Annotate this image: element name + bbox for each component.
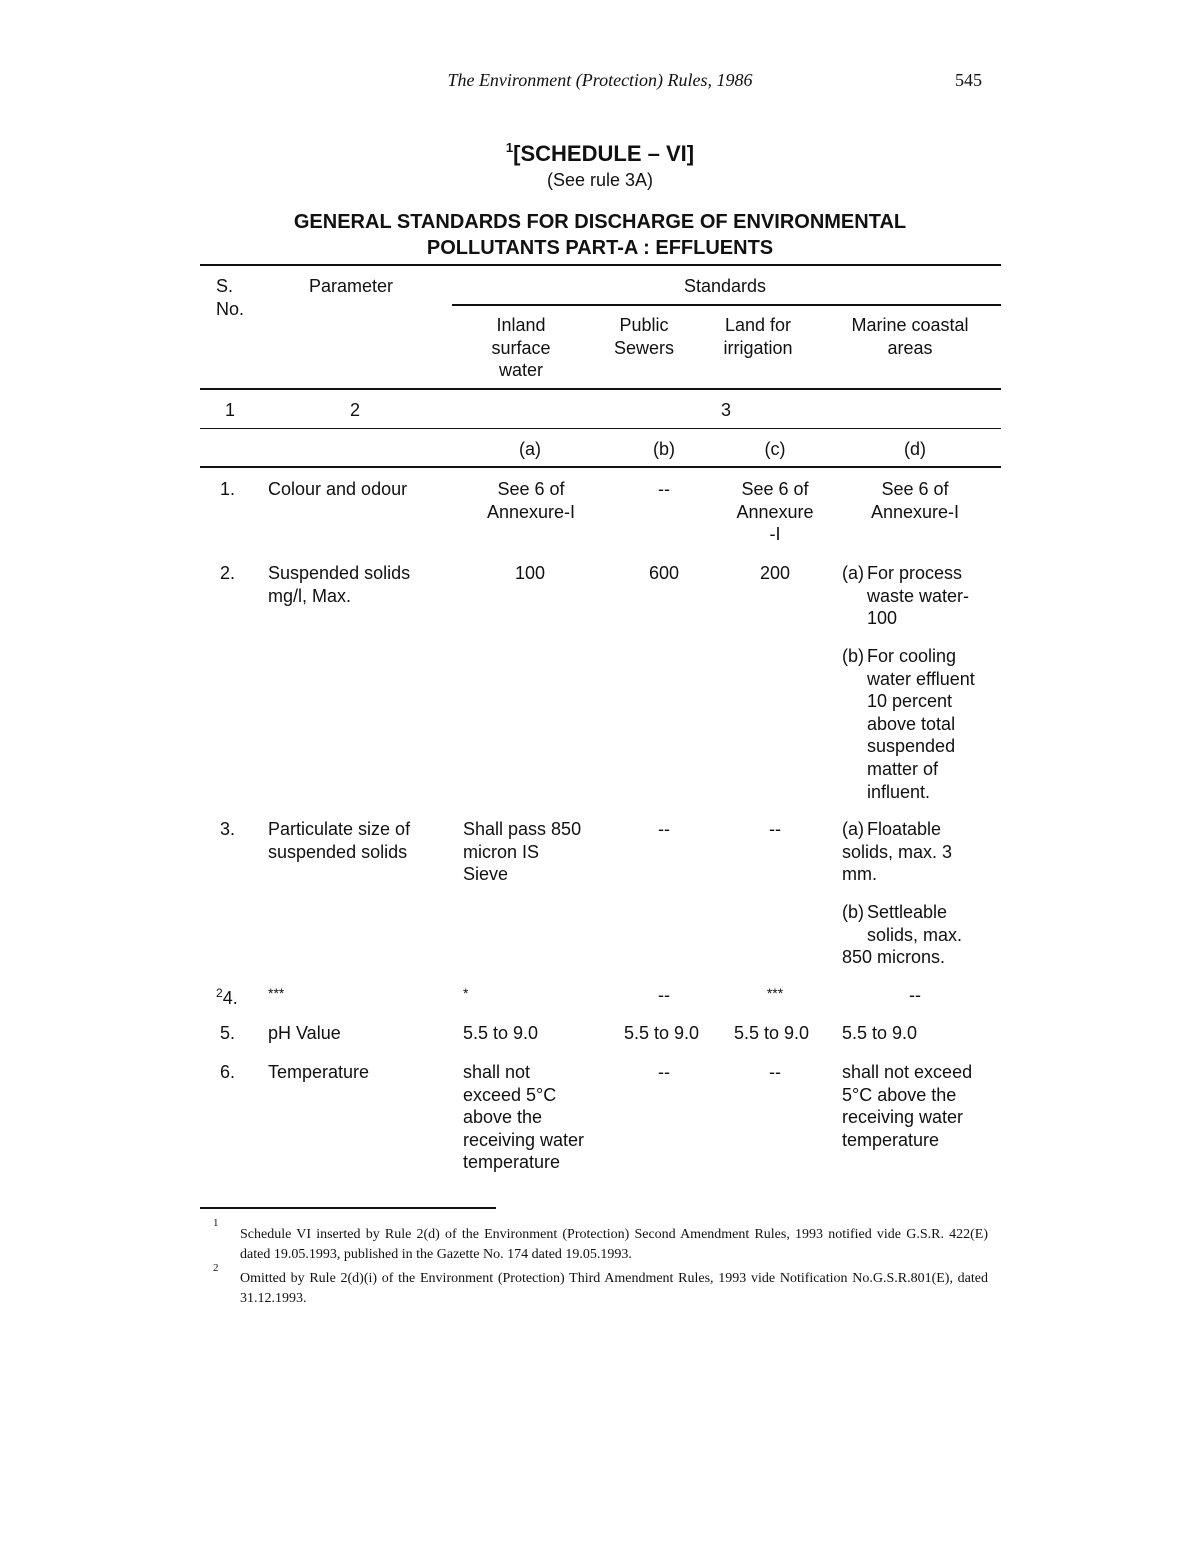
main-title-line-2: POLLUTANTS PART-A : EFFLUENTS [426,237,774,259]
footnote-ref-2: 2 [216,986,223,1000]
row-value-b: -- [658,1062,670,1082]
row-value-a: See 6 of Annexure-I [486,479,576,522]
row-value-d-item-b: (b) For cooling water effluent 10 percent above total suspended matter of influent. [842,646,975,802]
footnote-ref-1: 1 [505,140,514,155]
header-inland-surface-water: Inland surface water [491,315,551,381]
row-value-b: 5.5 to 9.0 [624,1023,700,1043]
row-value-d-item-a: (a) Floatable solids, max. 3 mm. [842,819,953,885]
row-number: 3. [220,819,236,839]
header-sno: S. No. [216,276,245,319]
header-public-sewers: Public Sewers [613,315,675,358]
row-value-b: -- [658,479,670,499]
row-parameter: Colour and odour [268,479,408,499]
footnote-mark-1: 1 [213,1217,219,1229]
row-parameter: Particulate size of suspended solids [268,819,411,862]
row-number: 2. [220,563,236,583]
row-value-b: 600 [648,563,680,583]
header-parameter: Parameter [309,276,394,296]
column-number-1: 1 [224,400,235,420]
column-letter-a: (a) [519,439,541,459]
row-value-a: 5.5 to 9.0 [463,1023,539,1043]
schedule-heading [0,140,1200,167]
row-value-a: 100 [514,563,546,583]
row-value-c: -- [769,819,781,839]
row-parameter: pH Value [268,1023,341,1043]
row-value-c: -- [769,1062,781,1082]
row-value-d: -- [909,985,921,1005]
column-letter-d: (d) [904,439,926,459]
table-top-rule [200,264,1001,266]
row-value-b: -- [658,985,670,1005]
main-title-line-1: GENERAL STANDARDS FOR DISCHARGE OF ENVIRONMENTAL [293,211,907,233]
column-letter-c: (c) [764,439,786,459]
row-value-c: 5.5 to 9.0 [734,1023,810,1043]
column-letter-b: (b) [653,439,675,459]
row-value-d-item-a: (a) For process waste water- 100 [842,563,970,629]
row-value-c: 200 [759,563,791,583]
row-number: $^2$4. [216,986,238,1008]
column-number-2: 2 [349,400,360,420]
row-parameter: Temperature [268,1062,370,1082]
column-number-3: 3 [720,400,731,420]
see-rule-note: (See rule 3A) [546,170,654,190]
row-parameter: Suspended solids mg/l, Max. [268,563,411,606]
header-bottom-rule [200,388,1001,390]
header-standards: Standards [683,276,767,296]
running-header-title: The Environment (Protection) Rules, 1986 [447,70,753,90]
main-title [0,209,1200,261]
row-number: 5. [220,1023,236,1043]
row-value-d: 5.5 to 9.0 [842,1023,918,1043]
footnote-text-2: Omitted by Rule 2(d)(i) of the Environment (Protection) Third Amendment Rules, 1993 vide Notification No.G.S.R.801(E), dated 31.12.1993. [240,1271,988,1306]
header-land-irrigation: Land for irrigation [723,315,793,358]
row-value-b: -- [658,819,670,839]
row-number: 1. [220,479,236,499]
page-number: 545 [955,70,982,90]
row-value-d: See 6 of Annexure-I [870,479,960,522]
row-value-c: See 6 of Annexure -I [736,479,814,545]
schedule-title: [SCHEDULE – VI] [513,141,695,166]
row-value-a: shall not exceed 5°C above the receiving water temperature [463,1062,585,1173]
row-value-a: * [463,985,469,1001]
column-letter-rule [200,466,1001,468]
row-value-c: *** [766,985,784,1001]
footnote-text-1: Schedule VI inserted by Rule 2(d) of the Environment (Protection) Second Amendment Rules, 1993 notified vide G.S.R. 422(E) dated 19.05.1993, published in the Gazette No. 174 dated 19.05.1993. [240,1227,988,1262]
footnote-mark-2: 2 [213,1262,219,1274]
row-number: 6. [220,1062,236,1082]
row-value-d: shall not exceed 5°C above the receiving water temperature [842,1062,973,1150]
row-parameter: *** [268,985,285,1001]
footnote-separator [200,1207,496,1209]
header-marine-coastal: Marine coastal areas [851,315,969,358]
row-value-a: Shall pass 850 micron IS Sieve [463,819,582,885]
column-number-rule [200,428,1001,429]
standards-rule [452,304,1001,306]
row-value-d-item-b: (b) Settleable solids, max. 850 microns. [842,902,963,968]
